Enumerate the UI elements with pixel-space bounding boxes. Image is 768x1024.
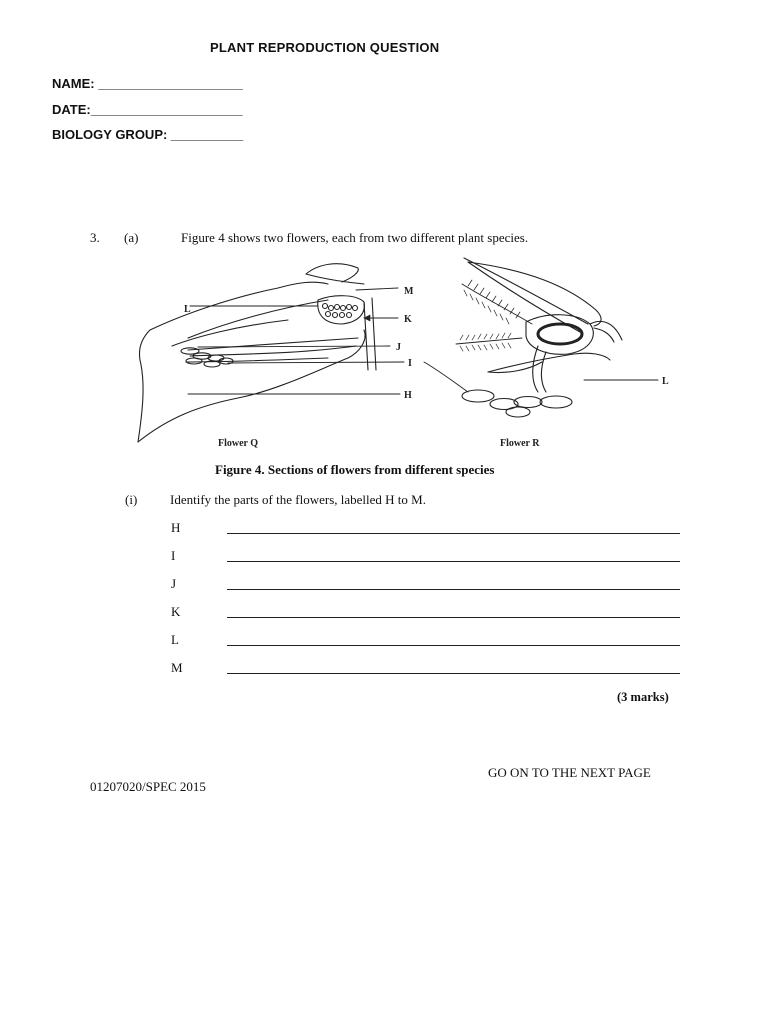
label-l-flower-r: L (662, 376, 669, 387)
figure-caption: Figure 4. Sections of flowers from different species (215, 462, 495, 477)
answer-line-l[interactable] (227, 645, 680, 646)
answer-line-j[interactable] (227, 589, 680, 590)
flowers-figure (128, 250, 680, 455)
label-i: I (408, 358, 412, 369)
biology-group-field-label: BIOLOGY GROUP: __________ (52, 127, 244, 142)
part-letter-j: J (171, 576, 177, 591)
flower-r-drawing (424, 258, 658, 417)
label-m: M (404, 286, 414, 297)
marks-allocation: (3 marks) (617, 690, 669, 704)
label-h: H (404, 390, 412, 401)
paper-code: 01207020/SPEC 2015 (90, 779, 206, 794)
question-number: 3. (90, 230, 100, 245)
flower-q-drawing (138, 264, 404, 442)
part-letter-k: K (171, 604, 181, 619)
subquestion-text: Identify the parts of the flowers, labelled H to M. (170, 492, 426, 507)
question-part: (a) (124, 230, 139, 245)
name-field-label: NAME: ____________________ (52, 76, 243, 91)
part-letter-m: M (171, 660, 183, 675)
label-j: J (396, 342, 401, 353)
answer-line-k[interactable] (227, 617, 680, 618)
flower-r-label: Flower R (500, 438, 540, 449)
next-page-notice: GO ON TO THE NEXT PAGE (488, 765, 651, 780)
answer-line-m[interactable] (227, 673, 680, 674)
part-letter-l: L (171, 632, 179, 647)
flower-q-label: Flower Q (218, 438, 259, 449)
date-field-label: DATE:_____________________ (52, 102, 243, 117)
part-letter-i: I (171, 548, 176, 563)
label-k: K (404, 314, 412, 325)
answer-line-h[interactable] (227, 533, 680, 534)
question-text: Figure 4 shows two flowers, each from two different plant species. (181, 230, 529, 245)
answer-line-i[interactable] (227, 561, 680, 562)
page-title: PLANT REPRODUCTION QUESTION (210, 40, 440, 55)
part-letter-h: H (171, 520, 181, 535)
subquestion-number: (i) (125, 492, 138, 507)
label-l-flower-q: L (184, 304, 191, 315)
